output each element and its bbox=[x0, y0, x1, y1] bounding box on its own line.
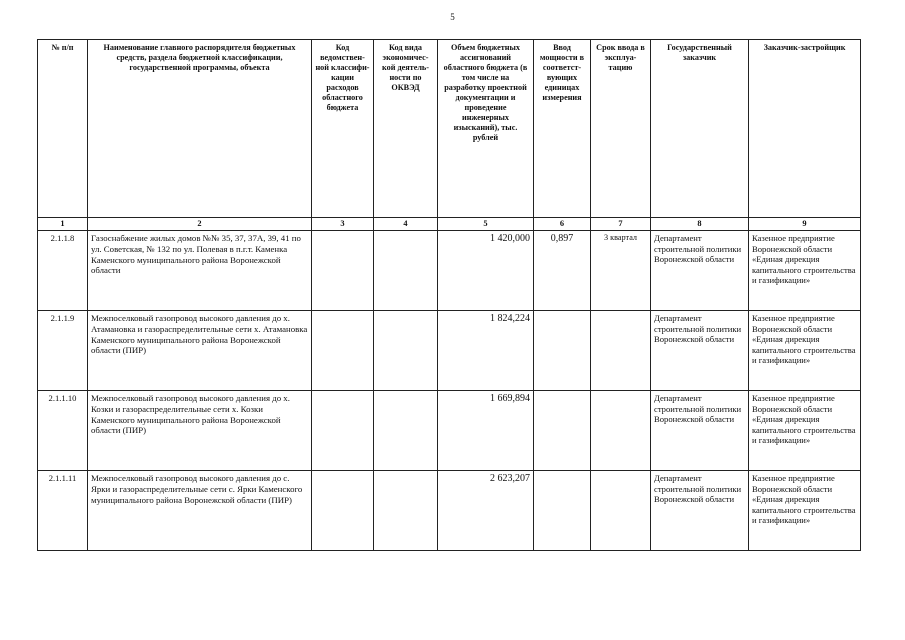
commissioning-term bbox=[591, 311, 651, 391]
budget-code bbox=[312, 311, 374, 391]
budget-code bbox=[312, 471, 374, 551]
commissioning-term: 3 квартал bbox=[591, 231, 651, 311]
state-customer: Департамент строительной политики Воронежской области bbox=[651, 471, 749, 551]
budget-amount: 1 824,224 bbox=[438, 311, 534, 391]
header-cell-code-okved: Код вида экономичес-кой деятель-ности по ОКВЭД bbox=[374, 40, 438, 218]
power-input bbox=[534, 311, 591, 391]
header-cell-name: Наименование главного распорядителя бюджетных средств, раздела бюджетной классификации, государственной программы, объекта bbox=[88, 40, 312, 218]
column-number: 8 bbox=[651, 218, 749, 231]
header-cell-code-budget: Код ведомствен-ной классифи-кации расходов областного бюджета bbox=[312, 40, 374, 218]
power-input: 0,897 bbox=[534, 231, 591, 311]
okved-code bbox=[374, 311, 438, 391]
object-name: Межпоселковый газопровод высокого давления до с. Ярки и газораспределительные сети с. Ярки Каменского муниципального района Воронежской области (ПИР) bbox=[88, 471, 312, 551]
table-row bbox=[38, 471, 861, 551]
page-number: 5 bbox=[450, 12, 455, 22]
budget-amount: 2 623,207 bbox=[438, 471, 534, 551]
commissioning-term bbox=[591, 471, 651, 551]
state-customer: Департамент строительной политики Воронежской области bbox=[651, 231, 749, 311]
row-number: 2.1.1.11 bbox=[38, 471, 88, 551]
developer: Казенное предприятие Воронежской области «Единая дирекция капитального строительства и газификации» bbox=[749, 231, 861, 311]
budget-amount: 1 669,894 bbox=[438, 391, 534, 471]
budget-code bbox=[312, 231, 374, 311]
okved-code bbox=[374, 231, 438, 311]
table-row bbox=[38, 391, 861, 471]
header-row bbox=[38, 40, 861, 218]
table-row bbox=[38, 311, 861, 391]
developer: Казенное предприятие Воронежской области «Единая дирекция капитального строительства и газификации» bbox=[749, 391, 861, 471]
okved-code bbox=[374, 471, 438, 551]
column-number: 9 bbox=[749, 218, 861, 231]
column-number: 4 bbox=[374, 218, 438, 231]
column-number: 6 bbox=[534, 218, 591, 231]
budget-table bbox=[37, 39, 861, 551]
commissioning-term bbox=[591, 391, 651, 471]
okved-code bbox=[374, 391, 438, 471]
column-number: 7 bbox=[591, 218, 651, 231]
header-cell-developer: Заказчик-застройщик bbox=[749, 40, 861, 218]
column-number: 1 bbox=[38, 218, 88, 231]
developer: Казенное предприятие Воронежской области «Единая дирекция капитального строительства и газификации» bbox=[749, 471, 861, 551]
header-cell-customer: Государственный заказчик bbox=[651, 40, 749, 218]
row-number: 2.1.1.8 bbox=[38, 231, 88, 311]
budget-amount: 1 420,000 bbox=[438, 231, 534, 311]
state-customer: Департамент строительной политики Воронежской области bbox=[651, 391, 749, 471]
header-cell-num: № п/п bbox=[38, 40, 88, 218]
column-number: 5 bbox=[438, 218, 534, 231]
object-name: Межпоселковый газопровод высокого давления до х. Козки и газораспределительные сети х. Козки Каменского муниципального района Воронежской области (ПИР) bbox=[88, 391, 312, 471]
row-number: 2.1.1.9 bbox=[38, 311, 88, 391]
power-input bbox=[534, 471, 591, 551]
column-numbers-row bbox=[38, 218, 861, 231]
budget-code bbox=[312, 391, 374, 471]
row-number: 2.1.1.10 bbox=[38, 391, 88, 471]
column-number: 3 bbox=[312, 218, 374, 231]
column-number: 2 bbox=[88, 218, 312, 231]
header-cell-power: Ввод мощности в соответст-вующих единицах измерения bbox=[534, 40, 591, 218]
header-cell-term: Срок ввода в эксплуа-тацию bbox=[591, 40, 651, 218]
table-row bbox=[38, 231, 861, 311]
object-name: Газоснабжение жилых домов №№ 35, 37, 37А, 39, 41 по ул. Советская, № 132 по ул. Полевая в п.г.т. Каменка Каменского муниципального района Воронежской области bbox=[88, 231, 312, 311]
object-name: Межпоселковый газопровод высокого давления до х. Атамановка и газораспределительные сети х. Атамановка Каменского муниципального района Воронежской области (ПИР) bbox=[88, 311, 312, 391]
power-input bbox=[534, 391, 591, 471]
state-customer: Департамент строительной политики Воронежской области bbox=[651, 311, 749, 391]
header-cell-amount: Объем бюджетных ассигнований областного бюджета (в том числе на разработку проектной документации и проведение инженерных изысканий), тыс. рублей bbox=[438, 40, 534, 218]
developer: Казенное предприятие Воронежской области «Единая дирекция капитального строительства и газификации» bbox=[749, 311, 861, 391]
